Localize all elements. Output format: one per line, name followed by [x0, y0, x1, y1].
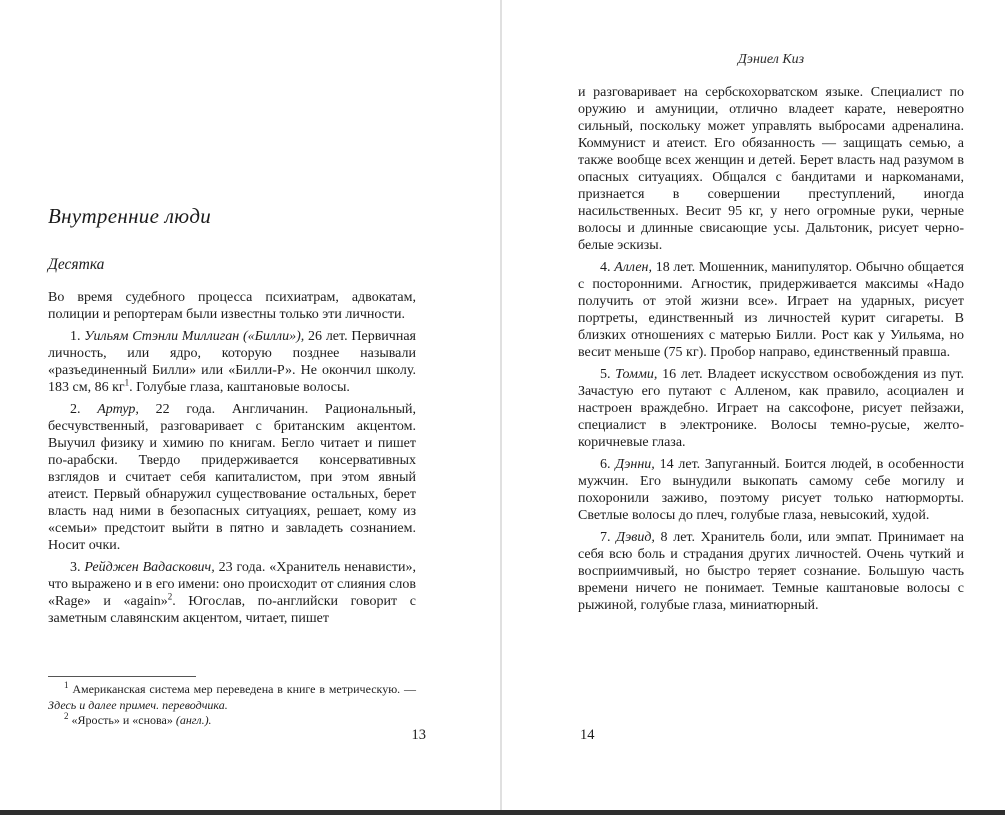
paragraph-allen: 4. Аллен, 18 лет. Мошенник, манипулятор. Обычно общается с посторонними. Агностик, придерживается максимы «Надо получить от этой жизни все». Играет на ударных, рисует портреты, единственный из личностей курит сигареты. В близких отношениях с матерью Билли. Рост как у Уильяма, но весит меньше (75 кг). Пробор направо, единственный правша.: [578, 260, 964, 360]
paragraph-david: 7. Дэвид, 8 лет. Хранитель боли, или эмпат. Принимает на себя всю боль и страдания других личностей. Очень чуткий и восприимчивый, но быстро теряет сознание. Большую часть времени ничего не понимает. Темные каштановые волосы с рыжиной, голубые глаза, миниатюрный.: [578, 530, 964, 613]
paragraph-billy: 1. Уильям Стэнли Миллиган («Билли»), 26 лет. Первичная личность, или ядро, которую позднее называли «разъединенный Билли» или «Билли-Р». Не окончил школу. 183 см, 86 $кг^1$. Голубые глаза, каштановые волосы.: [48, 329, 416, 395]
footnote-2: $^2$ «Ярость» и «снова» (англ.).: [64, 711, 212, 727]
left-page: [48, 0, 426, 815]
right-page: [578, 0, 964, 815]
footnote-1: $^1$ Американская система мер переведена в книге в метрическую. — Здесь и далее примеч. переводчика.: [48, 680, 416, 712]
section-title: Десятка: [48, 256, 105, 273]
right-page-body: [578, 84, 964, 614]
left-page-number: 13: [411, 727, 426, 743]
chapter-title: Внутренние люди: [48, 204, 212, 228]
paragraph-intro: Во время судебного процесса психиатрам, адвокатам, полиции и репортерам были известны только эти личности.: [48, 290, 416, 322]
right-page-number: 14: [580, 727, 595, 743]
footnote-block: [48, 676, 416, 729]
paragraph-ragen-continued: и разговаривает на сербскохорватском языке. Специалист по оружию и амуниции, отлично владеет карате, невероятно сильный, поскольку может управлять выбросами адреналина. Коммунист и атеист. Его обязанность — защищать семью, а также вообще всех женщин и детей. Берет власть над разумом в опасных ситуациях. Общался с бандитами и наркоманами, признается в совершении преступлений, иногда насильственных. Весит 95 кг, у него огромные руки, черные волосы и длинные свисающие усы. Дальтоник, рисует черно-белые эскизы.: [578, 85, 964, 253]
running-header-author: Дэниел Киз: [737, 52, 805, 67]
paragraph-danny: 6. Дэнни, 14 лет. Запуганный. Боится людей, в особенности мужчин. Его вынудили выкопать самому себе могилу и похоронили заживо, поэтому рисует только натюрморты. Светлые волосы до плеч, голубые глаза, невысокий, худой.: [578, 457, 964, 523]
page-gutter-divider: [500, 0, 502, 815]
viewer-bottom-edge: [0, 810, 1005, 815]
paragraph-arthur: 2. Артур, 22 года. Англичанин. Рациональный, бесчувственный, разговаривает с британским акцентом. Выучил физику и химию по книгам. Бегло читает и пишет по-арабски. Твердо придерживается консервативных взглядов и считает себя капиталистом, при этом явный атеист. Первый обнаружил существование остальных, берет власть над ними в безопасных ситуациях, решает, кому из «семьи» предстоит выйти в пятно и завладеть сознанием. Носит очки.: [48, 402, 416, 553]
footnote-divider: [48, 676, 196, 677]
left-page-body: [48, 289, 416, 627]
paragraph-tommy: 5. Томми, 16 лет. Владеет искусством освобождения из пут. Зачастую его путают с Алленом, как правило, асоциален и настроен враждебно. Играет на саксофоне, рисует пейзажи, специалист в электронике. Волосы темно-русые, желто-коричневые глаза.: [578, 367, 964, 450]
paragraph-ragen: 3. Рейджен Вадаскович, 23 года. «Хранитель ненависти», что выражено и в его имени: оно происходит от слияния слов «Rage» и «again»$^2$. Югослав, по-английски говорит с заметным славянским акцентом, читает, пишет: [48, 560, 416, 626]
